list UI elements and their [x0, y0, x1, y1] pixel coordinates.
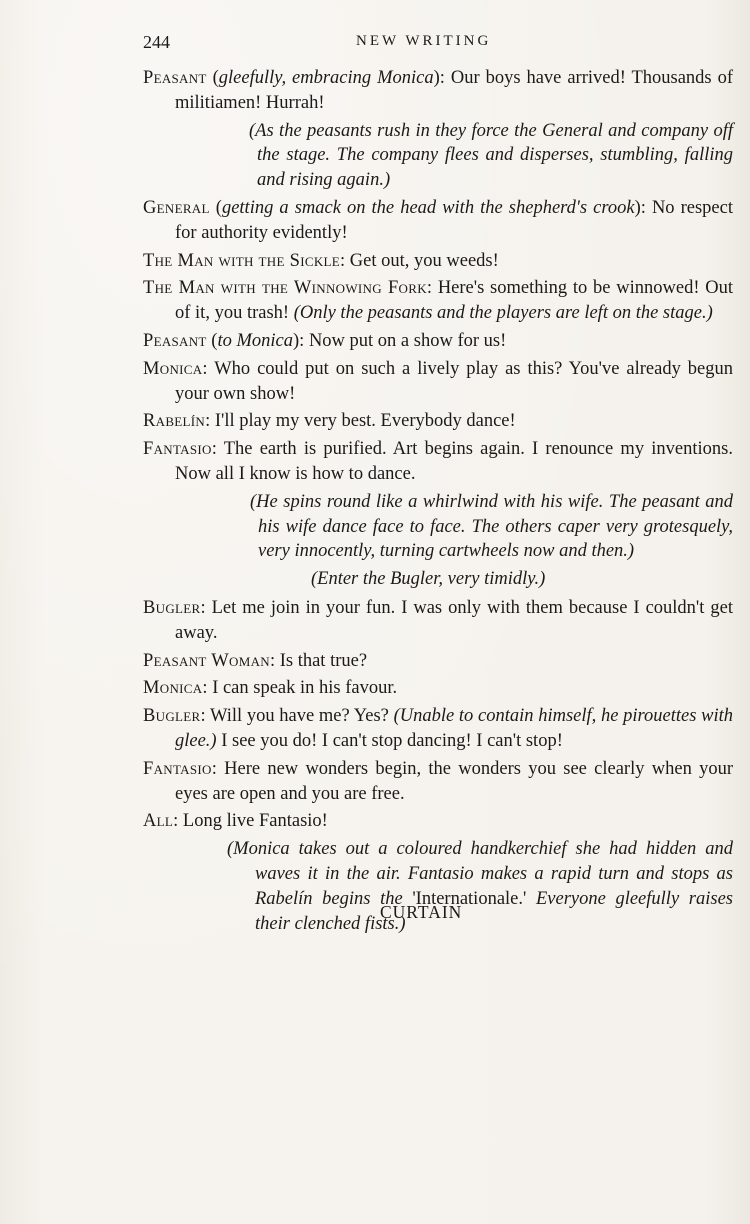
stage-direction: (Only the peasants and the players are left on the stage.) [293, 303, 713, 324]
speaker-name: Monica [143, 678, 203, 699]
speaker-name: Bugler [143, 597, 201, 618]
speech-rabelin: Rabelín: I'll play my very best. Everybody dance! [143, 411, 516, 432]
speech-man-with-winnowing-fork: The Man with the Winnowing Fork: Here's something to be winnowed! Out of it, you trash! (Only the peasants and the players are left on the stage.) [143, 278, 734, 324]
dialogue: Let me join in your fun. I was only with them because I couldn't get away. [175, 597, 734, 643]
speaker-name: The Man with the Sickle [143, 250, 341, 271]
stage-direction: (Unable to contain himself, he pirouettes with glee.) [175, 706, 733, 751]
dialogue: I'll play my very best. Everybody dance! [214, 411, 516, 432]
speech-fantasio: Fantasio: Here new wonders begin, the wonders you see clearly when your eyes are open and you are free. [143, 758, 733, 804]
stage-direction-entrance: (Enter the Bugler, very timidly.) [311, 569, 546, 590]
play-text [143, 66, 733, 939]
speech-general: General (getting a smack on the head with the shepherd's crook): No respect for authority evidently! [143, 197, 733, 243]
speaker-name: Fantasio [143, 758, 212, 779]
stage-direction-block: (He spins round like a whirlwind with his wife. The peasant and his wife dance face to face. The others caper very grotesquely, very innocently, turning cartwheels now and then.) [250, 491, 733, 562]
dialogue: Here's something to be winnowed! Out of it, you trash! [175, 278, 734, 324]
speaker-name: Peasant [143, 330, 207, 351]
speaker-name: Rabelín [143, 411, 206, 432]
speaker-name: The Man with the Winnowing Fork [143, 278, 427, 299]
dialogue: No respect for authority evidently! [175, 197, 733, 243]
speech-bugler: Bugler: Will you have me? Yes? (Unable to contain himself, he pirouettes with glee.) I see you do! I can't stop dancing! I can't stop! [143, 706, 733, 751]
dialogue: Who could put on such a lively play as this? You've already begun your own show! [175, 358, 734, 404]
speaker-name: Fantasio [143, 439, 212, 460]
stage-direction: to Monica [217, 330, 293, 351]
speech-peasant: Peasant (to Monica): Now put on a show for us! [143, 330, 507, 351]
stage-direction-part: (Monica takes out a coloured handkerchief she had hidden and waves it in the air. Fantasio makes a rapid turn and stops as Rabelín begins the [227, 839, 733, 909]
page-number: 244 [143, 32, 170, 52]
dialogue: I see you do! I can't stop dancing! I can't stop! [221, 730, 563, 751]
dialogue: Is that true? [279, 650, 368, 671]
dialogue: Long live Fantasio! [182, 811, 328, 832]
stage-direction: gleefully, embracing Monica [218, 68, 434, 88]
speech-fantasio: Fantasio: The earth is purified. Art begins again. I renounce my inventions. Now all I know is how to dance. [143, 439, 733, 484]
dialogue: Now put on a show for us! [308, 330, 507, 351]
speech-monica: Monica: Who could put on such a lively play as this? You've already begun your own show! [143, 358, 734, 404]
speaker-name: Peasant Woman [143, 650, 270, 671]
stage-direction-block: (As the peasants rush in they force the General and company off the stage. The company flees and disperses, stumbling, falling and rising again.) [249, 120, 733, 191]
dialogue: Get out, you weeds! [349, 250, 499, 271]
stage-direction: getting a smack on the head with the shepherd's crook [221, 197, 635, 218]
speaker-name: Bugler [143, 706, 201, 727]
speaker-name: Monica [143, 358, 203, 379]
speaker-name: General [143, 197, 210, 218]
speaker-name: All [143, 811, 174, 832]
speech-peasant: Peasant (gleefully, embracing Monica): Our boys have arrived! Thousands of militiamen! Hurrah! [143, 68, 733, 113]
song-title: 'Internationale.' [412, 888, 527, 909]
speech-all: All: Long live Fantasio! [143, 811, 328, 832]
dialogue: Here new wonders begin, the wonders you see clearly when your eyes are open and you are free. [175, 758, 733, 804]
speaker-name: Peasant [143, 68, 207, 88]
page-header [143, 32, 733, 56]
dialogue: I can speak in his favour. [212, 678, 398, 699]
stage-direction-part: Everyone gleefully raises their clenched fists.) [255, 888, 733, 934]
speech-peasant-woman: Peasant Woman: Is that true? [143, 650, 368, 671]
running-head: NEW WRITING [356, 33, 492, 49]
speech-monica: Monica: I can speak in his favour. [143, 678, 398, 699]
curtain-line: CURTAIN [380, 902, 463, 922]
dialogue: The earth is purified. Art begins again. I renounce my inventions. Now all I know is how to dance. [175, 439, 733, 484]
speech-man-with-sickle: The Man with the Sickle: Get out, you weeds! [143, 250, 499, 271]
dialogue: Will you have me? Yes? [209, 706, 389, 727]
dialogue: Our boys have arrived! Thousands of militiamen! Hurrah! [175, 68, 733, 113]
speech-bugler: Bugler: Let me join in your fun. I was only with them because I couldn't get away. [143, 597, 734, 643]
